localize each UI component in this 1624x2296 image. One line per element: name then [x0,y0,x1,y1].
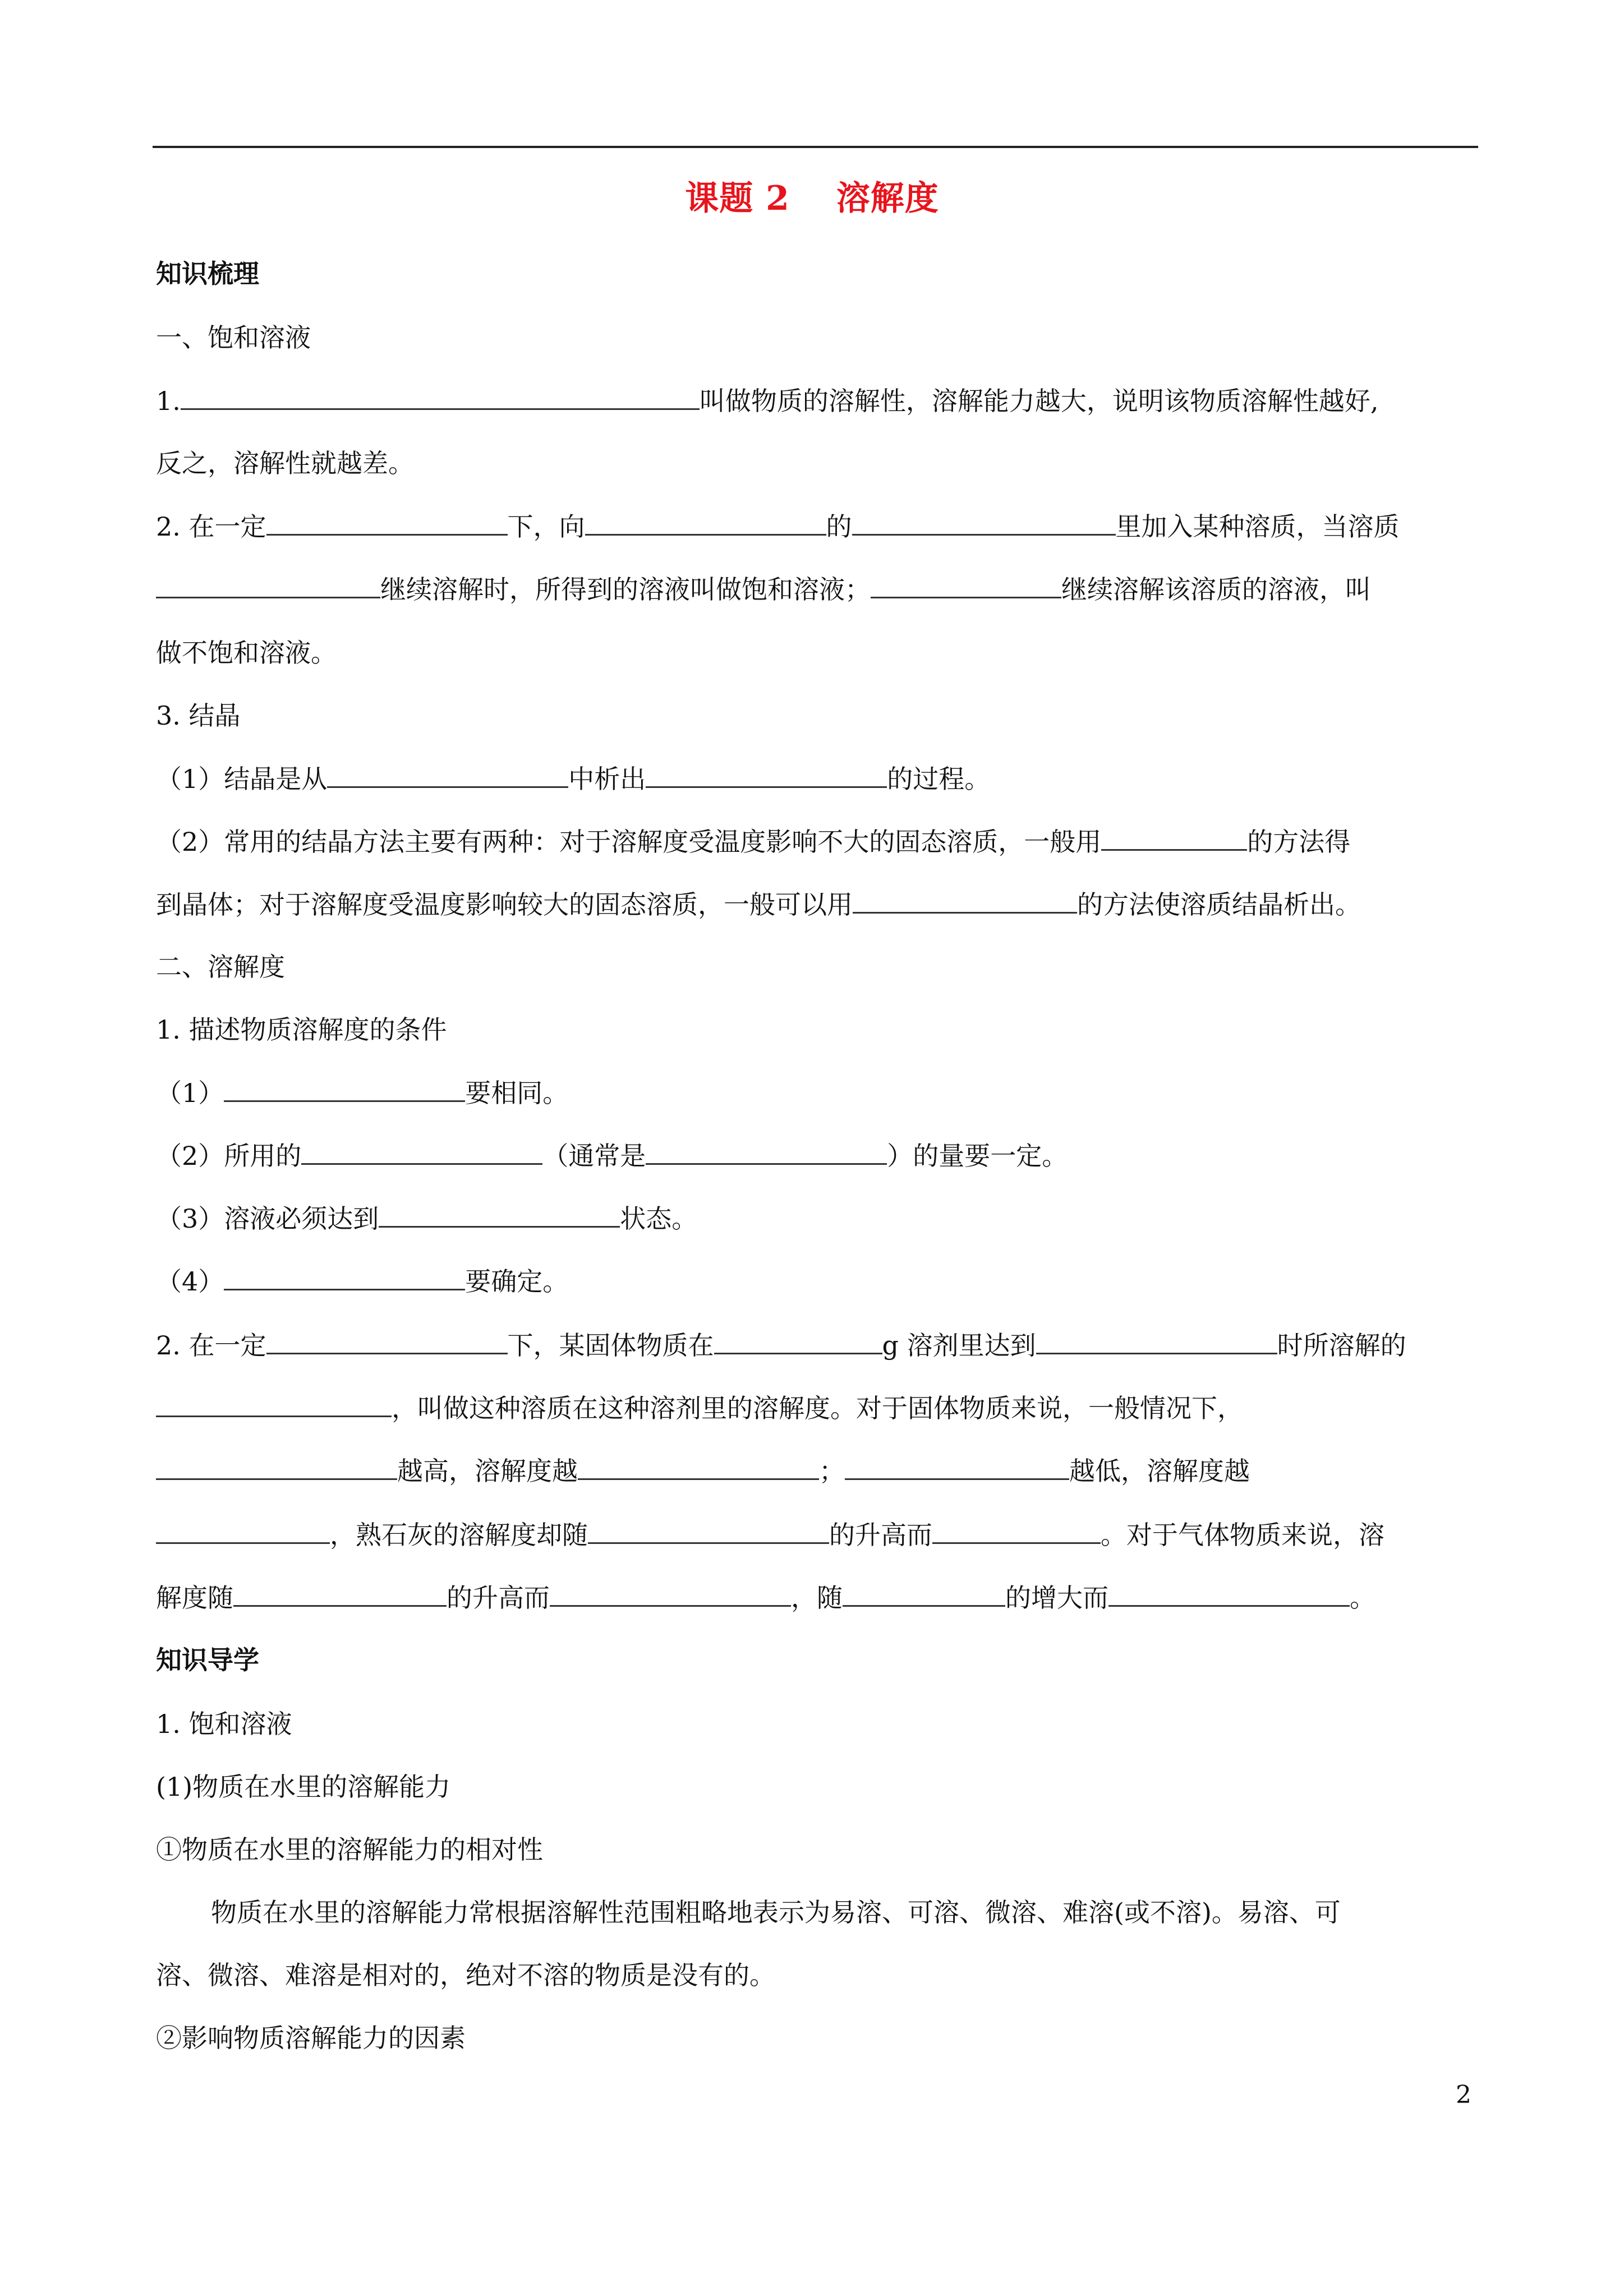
fill-blank[interactable] [379,1201,620,1228]
fill-blank[interactable] [1108,1580,1350,1607]
text: 时所溶解的 [1277,1330,1406,1361]
text: 2. 在一定 [156,1330,266,1361]
text: 。 [1350,1583,1375,1613]
guide-item-1-1-b: ②影响物质溶解能力的因素 [156,2023,466,2053]
solubility-definition-line-1 [156,1328,1406,1362]
question-1-line-2: 反之，溶解性就越差。 [156,448,414,478]
question-2-line-2 [156,572,1371,606]
text: ，叫做这种溶质在这种溶剂里的溶解度。对于固体物质来说，一般情况下， [392,1393,1243,1423]
fill-blank[interactable] [181,384,700,410]
condition-4 [156,1264,568,1298]
fill-blank[interactable] [301,1138,542,1165]
text: 的方法得 [1247,827,1351,857]
text: （3）溶液必须达到 [156,1204,379,1234]
section-heading-saturated-solution: 一、饱和溶液 [156,322,311,353]
text: （通常是 [542,1141,646,1171]
text: ）的量要一定。 [887,1141,1068,1171]
text: 中析出 [568,764,646,794]
text: 解度随 [156,1583,233,1613]
fill-blank[interactable] [1101,824,1247,851]
text: （4） [156,1266,224,1297]
fill-blank[interactable] [156,1518,330,1544]
text: 的 [826,511,852,542]
solubility-definition-line-4 [156,1518,1384,1552]
text: （1）结晶是从 [156,764,328,794]
text: ，熟石灰的溶解度却随 [330,1520,588,1550]
fill-blank[interactable] [871,572,1061,598]
fill-blank[interactable] [932,1518,1101,1544]
solubility-definition-line-2 [156,1391,1243,1425]
question-3-heading: 3. 结晶 [156,700,241,731]
fill-blank[interactable] [327,762,568,788]
guide-item-1-1: (1)物质在水里的溶解能力 [156,1772,451,1802]
guide-item-1: 1. 饱和溶液 [156,1709,292,1739]
fill-blank[interactable] [646,1138,887,1165]
text: 的过程。 [887,764,991,794]
text: 到晶体；对于溶解度受温度影响较大的固态溶质，一般可以用 [156,889,853,920]
condition-2 [156,1138,1068,1173]
fill-blank[interactable] [224,1264,465,1290]
fill-blank[interactable] [578,1454,819,1480]
fill-blank[interactable] [1036,1328,1277,1354]
fill-blank[interactable] [233,1580,447,1607]
text: 2. 在一定 [156,511,266,542]
fill-blank[interactable] [585,509,826,536]
section-heading-knowledge-review: 知识梳理 [156,259,259,289]
question-2-line-1 [156,509,1400,543]
text: （1） [156,1078,224,1108]
condition-3 [156,1201,697,1235]
guide-paragraph-line-1: 物质在水里的溶解能力常根据溶解性范围粗略地表示为易溶、可溶、微溶、难溶(或不溶)。易溶、可 [211,1897,1341,1928]
fill-blank[interactable] [550,1580,791,1607]
fill-blank[interactable] [853,887,1077,914]
question-3-1 [156,762,990,796]
fill-blank[interactable] [156,1454,397,1480]
text: 下，某固体物质在 [507,1330,714,1361]
text: 的方法使溶质结晶析出。 [1077,889,1361,920]
text: 继续溶解该溶质的溶液，叫 [1061,574,1371,605]
text: 1. [156,386,181,416]
text: 的增大而 [1005,1583,1108,1613]
text: 继续溶解时，所得到的溶液叫做饱和溶液； [380,574,871,605]
text: 里加入某种溶质，当溶质 [1115,511,1400,542]
fill-blank[interactable] [156,572,380,598]
text: 叫做物质的溶解性，溶解能力越大，说明该物质溶解性越好, [699,386,1379,416]
fill-blank[interactable] [588,1518,829,1544]
text: 越高，溶解度越 [397,1456,578,1486]
text: （2）常用的结晶方法主要有两种：对于溶解度受温度影响不大的固态溶质，一般用 [156,827,1102,857]
fill-blank[interactable] [266,509,508,536]
text: 的升高而 [447,1583,550,1613]
text: 要相同。 [465,1078,569,1108]
fill-blank[interactable] [852,509,1116,536]
solubility-conditions-heading: 1. 描述物质溶解度的条件 [156,1015,447,1045]
section-heading-solubility: 二、溶解度 [156,952,285,982]
text: 越低，溶解度越 [1069,1456,1250,1486]
text: 要确定。 [465,1266,569,1297]
text: ； [819,1456,845,1486]
fill-blank[interactable] [845,1454,1069,1480]
fill-blank[interactable] [646,762,887,788]
fill-blank[interactable] [843,1580,1005,1607]
fill-blank[interactable] [156,1391,392,1417]
fill-blank[interactable] [714,1328,882,1354]
page-title: 课题 2 溶解度 [685,179,939,218]
condition-1 [156,1076,568,1110]
question-3-2-line-1 [156,824,1350,859]
question-2-line-3: 做不饱和溶液。 [156,638,337,668]
fill-blank[interactable] [224,1076,465,1102]
text: ，随 [791,1583,843,1613]
text: 。对于气体物质来说，溶 [1101,1520,1384,1550]
text: g 溶剂里达到 [882,1330,1036,1361]
solubility-definition-line-3 [156,1454,1250,1488]
question-1-line-1 [156,384,1379,418]
solubility-definition-line-5 [156,1580,1375,1615]
text: （2）所用的 [156,1141,302,1171]
question-3-2-line-2 [156,887,1361,921]
section-heading-knowledge-guide: 知识导学 [156,1645,259,1675]
guide-paragraph-line-2: 溶、微溶、难溶是相对的，绝对不溶的物质是没有的。 [156,1960,775,1990]
text: 的升高而 [829,1520,932,1550]
header-rule [153,146,1478,148]
text: 状态。 [620,1204,698,1234]
page-number: 2 [1456,2081,1471,2109]
guide-item-1-1-a: ①物质在水里的溶解能力的相对性 [156,1834,543,1865]
fill-blank[interactable] [266,1328,508,1354]
text: 下，向 [507,511,585,542]
